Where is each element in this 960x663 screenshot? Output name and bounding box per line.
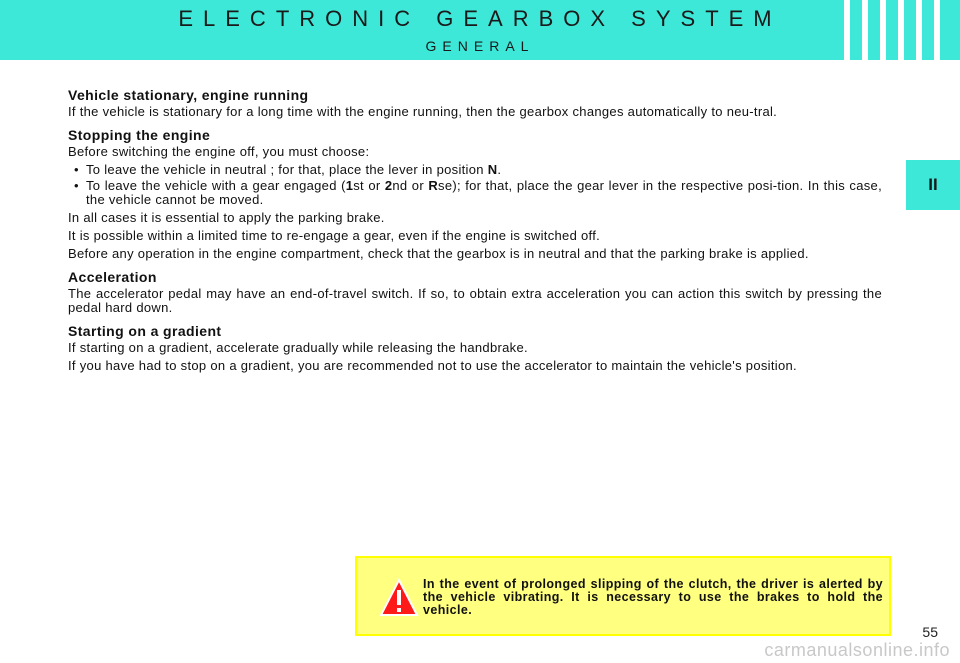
paragraph: The accelerator pedal may have an end-of-travel switch. If so, to obtain extra acceleration you can action this switch by pressing the pedal hard down. [68, 286, 882, 315]
page-number: 55 [922, 624, 938, 640]
warning-text: In the event of prolonged slipping of the clutch, the driver is alerted by the vehicle vibrating. It is necessary to use the brakes to hold the vehicle. [423, 577, 883, 617]
chapter-tab: II [906, 160, 960, 210]
paragraph: Before any operation in the engine compartment, check that the gearbox is in neutral and that the parking brake is applied. [68, 246, 809, 261]
section-stopping-engine [68, 128, 882, 261]
paragraph: If starting on a gradient, accelerate gradually while releasing the handbrake. [68, 340, 528, 355]
warning-triangle-icon [379, 578, 419, 618]
warning-box [355, 556, 891, 636]
paragraph: It is possible within a limited time to re-engage a gear, even if the engine is switched off. [68, 228, 601, 243]
section-heading: Starting on a gradient [68, 323, 222, 339]
main-content [68, 88, 882, 382]
section-heading: Acceleration [68, 269, 157, 285]
section-acceleration [68, 270, 882, 315]
page-subtitle: GENERAL [425, 38, 535, 54]
bullet-list [68, 163, 882, 207]
paragraph: If you have had to stop on a gradient, you are recommended not to use the accelerator to maintain the vehicle's position. [68, 358, 797, 373]
section-starting-gradient [68, 324, 882, 373]
paragraph: If the vehicle is stationary for a long time with the engine running, then the gearbox changes automatically to neu-tral. [68, 104, 778, 119]
section-heading: Vehicle stationary, engine running [68, 87, 309, 103]
list-item: • To leave the vehicle in neutral ; for that, place the lever in position N. [74, 162, 502, 177]
page-header [0, 0, 960, 60]
paragraph: Before switching the engine off, you must choose: [68, 144, 370, 159]
page-title: ELECTRONIC GEARBOX SYSTEM [178, 6, 782, 31]
section-vehicle-stationary [68, 88, 882, 119]
watermark: carmanualsonline.info [764, 640, 950, 660]
list-item: • To leave the vehicle with a gear engaged (1st or 2nd or Rse); for that, place the gear lever in the respective posi-tion. In this case, the vehicle cannot be moved. [74, 178, 882, 207]
section-heading: Stopping the engine [68, 127, 211, 143]
paragraph: In all cases it is essential to apply the parking brake. [68, 210, 385, 225]
